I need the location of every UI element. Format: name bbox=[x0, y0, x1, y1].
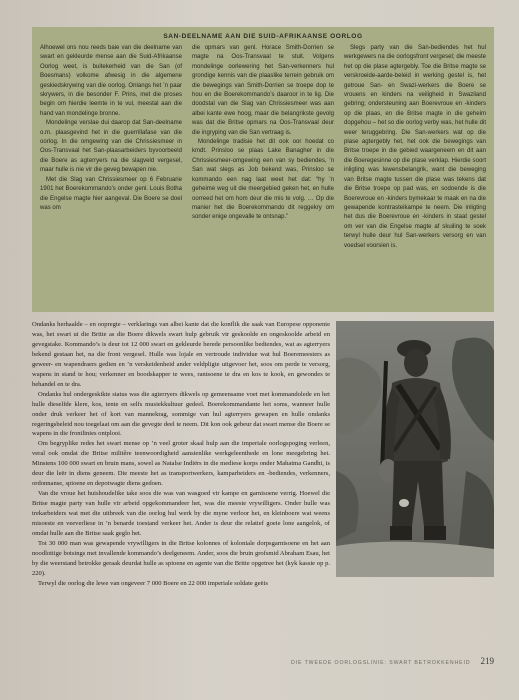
sidebar-columns bbox=[40, 44, 486, 251]
sidebar-box bbox=[32, 27, 494, 312]
body-paragraph: Om begryplike redes het swart mense op ’n veel groter skaal hulp aan die imperiale oorlogspoging verleen, veral ook omdat die Britse militêre teenwoordigheid aansienlike werkgeleenthede en lone meegebring het. Minstens 100 000 swart en bruin mans, sowel as Natalse Indiërs in die mediese korps onder Mahatma Gandhi, is deur die leër in diens geneem. Die meeste het as transportwerkers, kamparbeiders en -bediendes, verkenners, ordonnanse, spioene en depotwagte diens gedoen. bbox=[32, 440, 330, 488]
sidebar-paragraph: Mondelinge tradisie het dit ook oor hoedat co kmdt. Prinsloo se plaas Lake Banagher in die Chrissiesmeer-omgewing een van sy bediendes, ’n San wat slegs as Job bekend was, Prinsloo se kommando een nag laat weet het dat: “hy ’n geheime weg uit die meergebied geken het, en hulle oorreed het om hom deur die mis te volg. … Op die manier het die Boerekommando dit reggekry om sonder enige ongevalle te ontsnap.” bbox=[192, 139, 334, 221]
sidebar-paragraph: Alhoewel ons nou reeds baie van die deelname van swart en gekleurde mense aan die Suid-Afrikaanse Oorlog weet, is buitekerheid van die San (of Boesmans) volkome afwesig in die algemene geskiedskrywing van die oorlog. Onlangs het ’n paar skrywers, in die besonder F. Prins, met die proses begin om hierdie leemte in te vul, meestal aan die hand van mondelinge bronne. bbox=[40, 45, 182, 117]
page-number: 219 bbox=[480, 656, 494, 666]
sidebar-title: SAN-DEELNAME AAN DIE SUID-AFRIKAANSE OORLOG bbox=[163, 33, 363, 40]
sidebar-paragraph: die opmars van genl. Horace Smith-Dorrien se magte na Oos-Transvaal te stuit. Volgens mondelinge oorlewering het San-verkenners hul grondige kennis van die plaaslike terrein gebruik om die bewegings van Smith-Dorrien se troepe dop te hou en die Boerekommando’s daaroor in te lig. Die doodstal van die Slag van Chrissiesmeer was aan albei kante ewe hoog, maar die belangrikste gevolg was dat die Britse opmars na Oos-Transvaal deur die ingryping van die San vertraag is. bbox=[192, 45, 334, 136]
historical-photo bbox=[336, 321, 494, 577]
sidebar-paragraph: Slegs party van die San-bediendes het hul werkgewers na die oorlogsfront vergesel; die meeste het op die plase agtergebly. Toe die Britse magte se verskroeide-aarde-beleid in werking gestel is, het getroue San- en Swazi-werkers die Boere se vrouens en kinders na veiligheid in Swaziland gebring; ondersteuning aan Boerevroue en -kinders op die plaas, en die Britse magte in die geheim dopgehou – het so die oorlog verby was, het hulle dit weer teruggebring. Die San-werkers wat op die plase agtergebly het, het ook die bewegings van Britse troepe in die gebied waargeneem en dit aan die Boeregesinne op die plase verklap. Hierdie soort inligting was lewensbelangrik, want die beweging van Britse magte tussen die plase was tekens dat die Britse troepe op pad was, en sodoende is die Boerevroue en -kinders bymekaar te maak en na die gewapende kontrasteikampe te neem. Die inligting het dus die Boerevroue en -kinders in staat gestel om ver van die Engelse magte af skuiling te soek terwyl hulle deur hul San-werkers versorg en van voedsel voorsien is. bbox=[344, 45, 486, 249]
body-paragraph: Van die vroue het huishoudelike take soos die was van wasgoed vir kampe en garnisoene verrig. Hoewel die Britse magte party van hulle vir arbeid opgekommandeer het, was die meeste vrywilligers. Onder hulle was trekarbeiders wat met die uitbreek van die oorlog hul werk by die myne verloor het, en kleinboere wat weens misoeste en veeverliese in ’n benarde toestand verkeer het. Ander is deur die relatief goeie lone aangelok, of omdat hulle aan die Britse saak geglo het. bbox=[32, 490, 330, 538]
photo-illustration bbox=[336, 321, 494, 577]
sidebar-column-1 bbox=[40, 44, 182, 251]
body-paragraph: Tot 30 000 man was gewapende vrywilligers in die Britse kolonnes of koloniale dorpsgarnisoene en het aan noodlottige botsings met invallende kommando’s deelgeneem. Ander, soos die bruin grofsmid Abraham Esau, het by die weerstand betrokke geraak deurdat hulle as spioene en agente van die Britte opgetree het (kyk kassie op p. 220). bbox=[32, 539, 330, 577]
body-paragraph: Ondanks hul ondergeskikte status was die agterryers dikwels op gemeensame voet met kommandolede en het hulle dieselfde klere, kos, tente en selfs musiekkultuur gedeel. Boerekommandante het soms, wanneer hulle onder druk verkeer het of kort van mannekrag, sommige van hul agterryers gewapen en hulle ondanks regeringsbeleid nou toegelaat om aan die gevegte deel te neem. Dit kon ook gebeur dat swart mense die Boere se wapens in die frontlinies ontplooi. bbox=[32, 390, 330, 438]
running-footer-title: DIE TWEEDE OORLOGSLINIE: SWART BETROKKENHEID bbox=[291, 660, 471, 666]
main-body-text bbox=[32, 320, 330, 589]
sidebar-paragraph: Mondelinge verslae dui daarop dat San-deelname o.m. plaasgevind het in die guerrillafase van die oorlog. In die omgewing van die Chrissiesmeer in Oos-Transvaal het San-plaasarbeiders byvoorbeeld die Boere as agterryers na die slagveld vergesel, maar hulle is nie vir die geveg bewapen nie. bbox=[40, 120, 182, 174]
sidebar-column-3 bbox=[344, 44, 486, 251]
sidebar-paragraph: Met die Slag van Chrissiesmeer op 6 Februarie 1901 het Boerekommando’s onder genl. Louis Botha die Engelse magte hier aangeval. Die Boere se doel was om bbox=[40, 176, 182, 211]
body-paragraph: Ondanks herhaalde – en oopregte – verklarings van albei kante dat die konflik die saak van Europese opponente was, het swart ui die Britte as die Boere dikwels swart hulp gebruik vir geskoolde en ongeskoolde arbeid en gevegstake. Kommando’s is deur tot 12 000 swart en gekleurde berede persoonlike bediendes, wat as agterryers bekend gestaan het, na die front vergesel. Hulle was lojale en vertroude individue wat hul Boeremeesters as geweer- en wapendraers gedien en ’n verskeidenheid ander veldpligte uitgevoer het, soos om perde te versorg, wapens in stand te hou; verkenner en boodskapper te wees, rantsoene te dra en kos te kook, en gewondes te behandel en te dra. bbox=[32, 321, 330, 388]
page-footer bbox=[220, 656, 494, 666]
body-paragraph: Terwyl die oorlog die lewe van ongeveer 7 000 Boere en 22 000 imperiale soldate geëis bbox=[38, 579, 268, 587]
sidebar-column-2 bbox=[192, 44, 334, 251]
